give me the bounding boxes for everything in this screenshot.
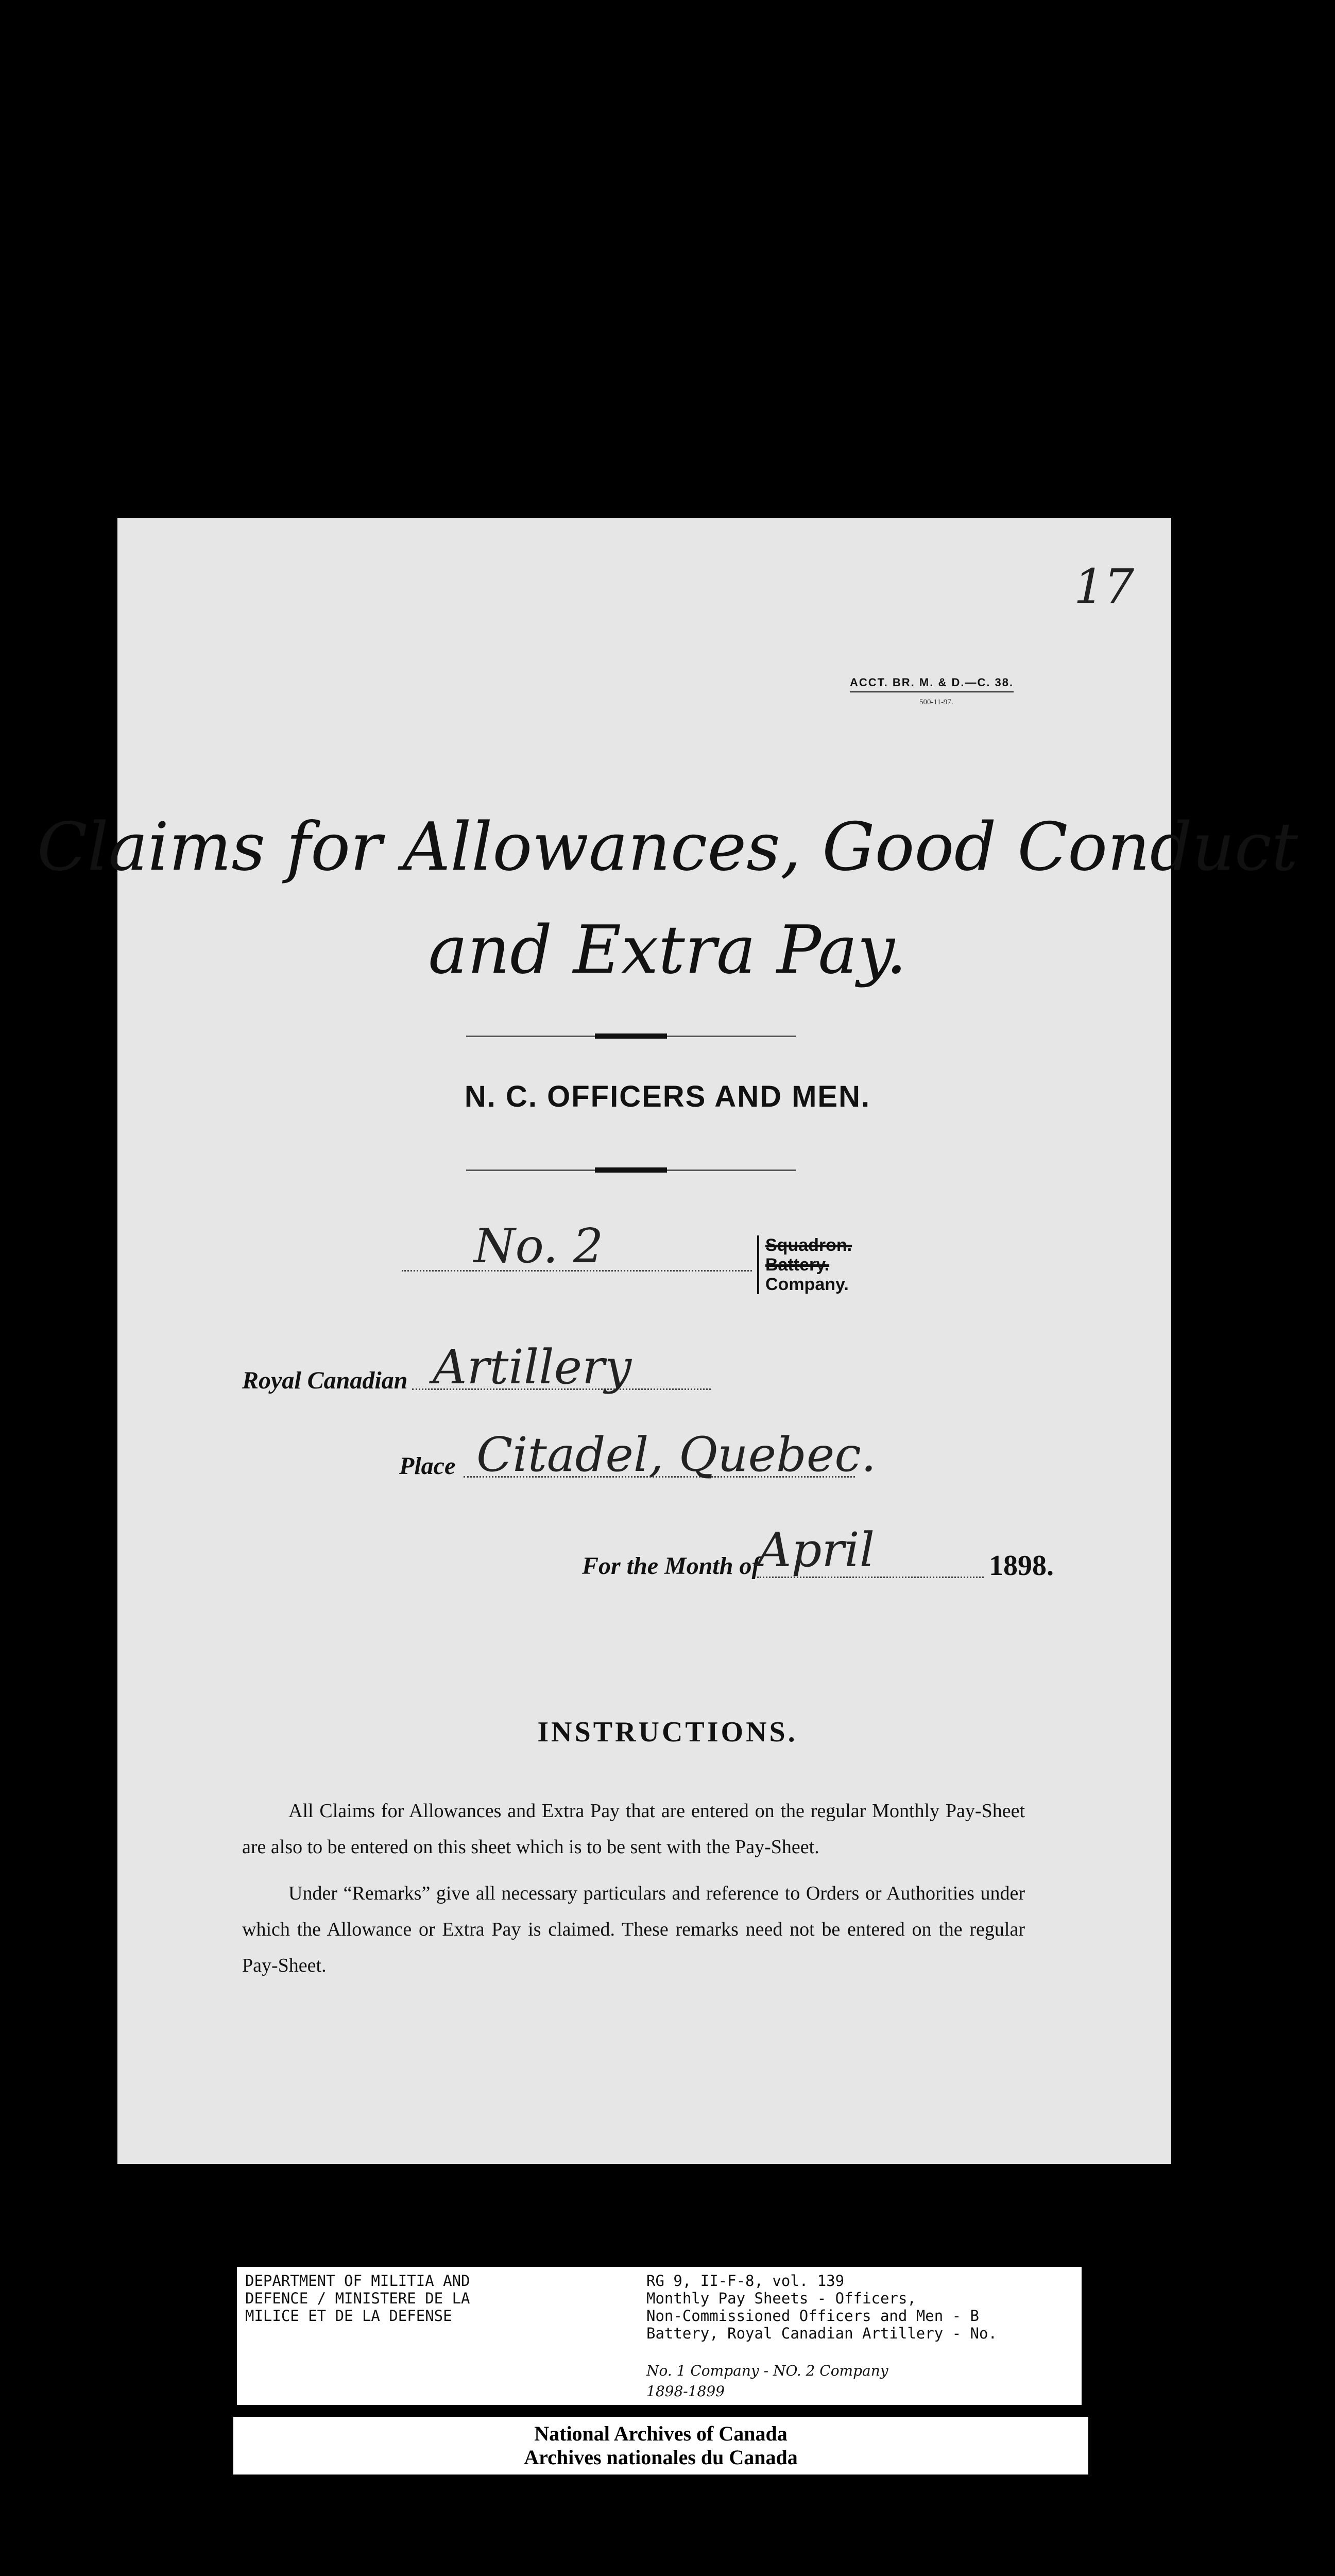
archive-label [237,2267,1082,2405]
instruction-paragraph-2: Under “Remarks” give all necessary particulars and reference to Orders or Authorities under which the Allowance or Extra Pay is claimed. These remarks need not be entered on the regular Pay-Sheet. [242,1883,1025,1976]
nac-line-english: National Archives of Canada [534,2422,788,2445]
divider-top [466,1036,796,1037]
page-number: 17 [1074,559,1135,614]
title-line-2: and Extra Pay. [428,912,907,989]
nac-line-french: Archives nationales du Canada [524,2446,798,2469]
instruction-paragraph-1: All Claims for Allowances and Extra Pay that are entered on the regular Monthly Pay-Sheet are also to be entered on this sheet which is to be sent with the Pay-Sheet. [242,1800,1025,1858]
title-line-1: Claims for Allowances, Good Conduct [37,809,1298,886]
form-subcode: 500-11-97. [919,698,953,706]
royal-canadian-label: Royal Canadian [242,1367,408,1394]
reference-handwritten: No. 1 Company - NO. 2 Company 1898-1899 [646,2362,888,2400]
squadron-option: Squadron. [765,1235,852,1255]
place-label: Place [399,1452,456,1480]
instructions-title: INSTRUCTIONS. [537,1716,798,1748]
form-code: ACCT. BR. M. & D.—C. 38. [850,676,1014,692]
company-option: Company. [765,1275,849,1294]
divider-bottom [466,1170,796,1171]
place-handwritten: Citadel, Quebec. [476,1427,877,1482]
month-label: For the Month of [582,1552,760,1580]
month-handwritten: April [757,1522,875,1578]
reference-text: RG 9, II-F-8, vol. 139 Monthly Pay Sheets - Officers, Non-Commissioned Officers and Men - B Battery, Royal Canadian Artillery - No. [646,2272,997,2342]
national-archives-label [233,2415,1088,2475]
national-archives-text [233,2422,1088,2469]
department-text: DEPARTMENT OF MILITIA AND DEFENCE / MINISTERE DE LA MILICE ET DE LA DEFENSE [245,2272,470,2325]
battery-option: Battery. [765,1255,830,1275]
year: 1898. [989,1550,1054,1582]
unit-number-handwritten: No. 2 [474,1218,604,1274]
form-heading: N. C. OFFICERS AND MEN. [464,1080,871,1113]
unit-type-selector [757,1235,852,1294]
royal-canadian-handwritten: Artillery [433,1340,632,1395]
